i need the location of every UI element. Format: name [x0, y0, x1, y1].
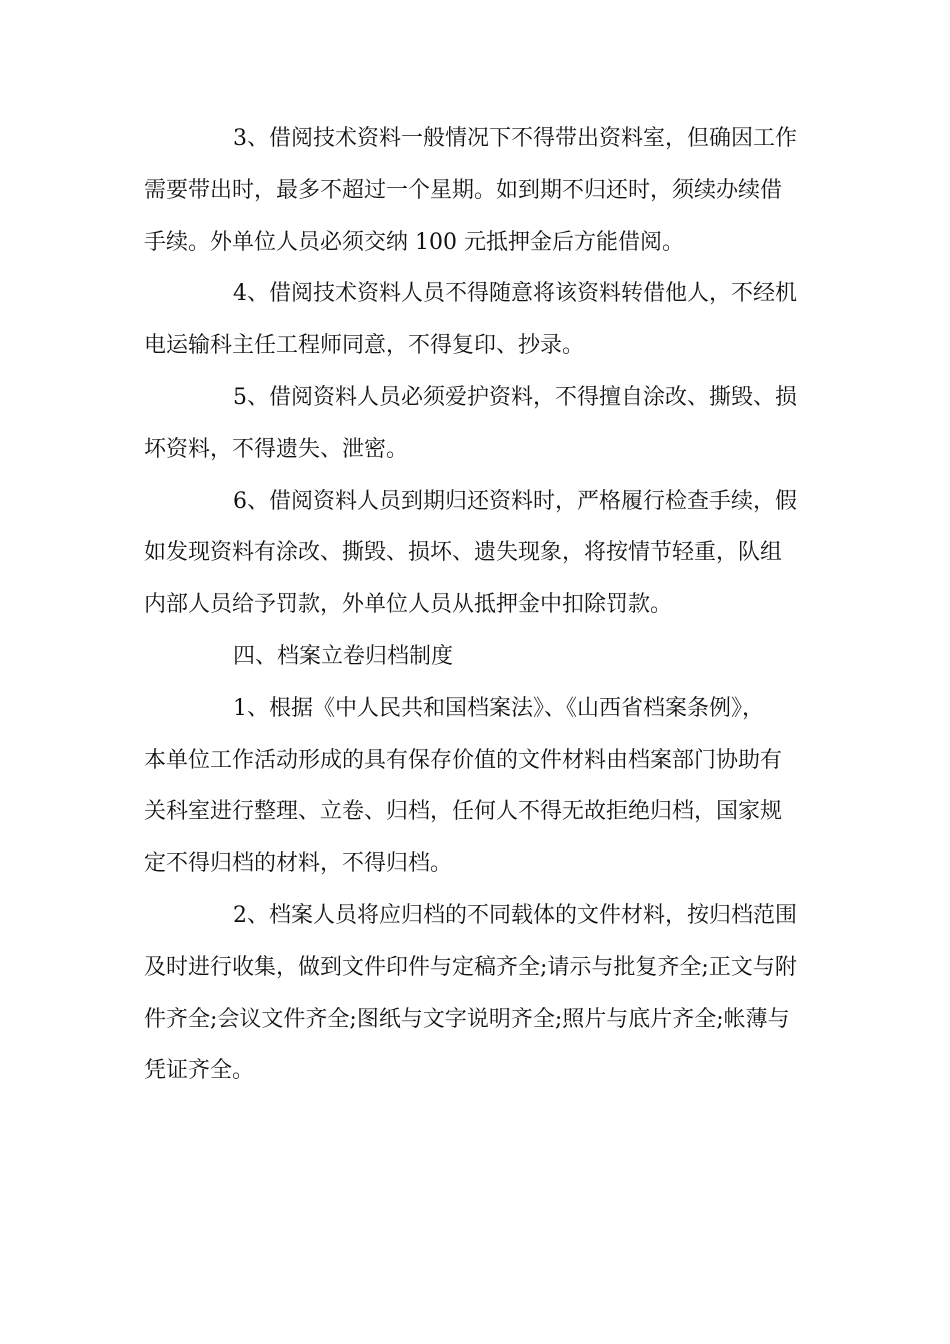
section-heading: 四、档案立卷归档制度 [233, 643, 454, 669]
text-line: 坏资料，不得遗失、泄密。 [144, 436, 409, 462]
text-line: 定不得归档的材料，不得归档。 [144, 851, 453, 877]
text-line: 件齐全;会议文件齐全;图纸与文字说明齐全;照片与底片齐全;帐薄与 [144, 1006, 790, 1032]
text-line: 内部人员给予罚款，外单位人员从抵押金中扣除罚款。 [144, 592, 673, 618]
text-line: 1、根据《中人民共和国档案法》、《山西省档案条例》， [233, 695, 764, 721]
text-line: 凭证齐全。 [144, 1058, 255, 1084]
text-line: 手续。外单位人员必须交纳 100 元抵押金后方能借阅。 [144, 229, 684, 255]
text-line: 6、借阅资料人员到期归还资料时，严格履行检查手续，假 [233, 488, 797, 514]
text-line: 2、档案人员将应归档的不同载体的文件材料，按归档范围 [233, 902, 797, 928]
text-line: 4、借阅技术资料人员不得随意将该资料转借他人，不经机 [233, 281, 797, 307]
text-line: 及时进行收集，做到文件印件与定稿齐全;请示与批复齐全;正文与附 [144, 954, 797, 980]
text-line: 需要带出时，最多不超过一个星期。如到期不归还时，须续办续借 [144, 177, 783, 203]
document-body [144, 113, 808, 1097]
text-line: 3、借阅技术资料一般情况下不得带出资料室，但确因工作 [233, 126, 797, 151]
text-line: 电运输科主任工程师同意，不得复印、抄录。 [144, 333, 585, 359]
text-line: 5、借阅资料人员必须爱护资料，不得擅自涂改、撕毁、损 [233, 384, 797, 410]
text-line: 本单位工作活动形成的具有保存价值的文件材料由档案部门协助有 [144, 747, 783, 773]
text-line: 关科室进行整理、立卷、归档，任何人不得无故拒绝归档，国家规 [144, 799, 783, 825]
text-line: 如发现资料有涂改、撕毁、损坏、遗失现象，将按情节轻重，队组 [144, 540, 783, 566]
